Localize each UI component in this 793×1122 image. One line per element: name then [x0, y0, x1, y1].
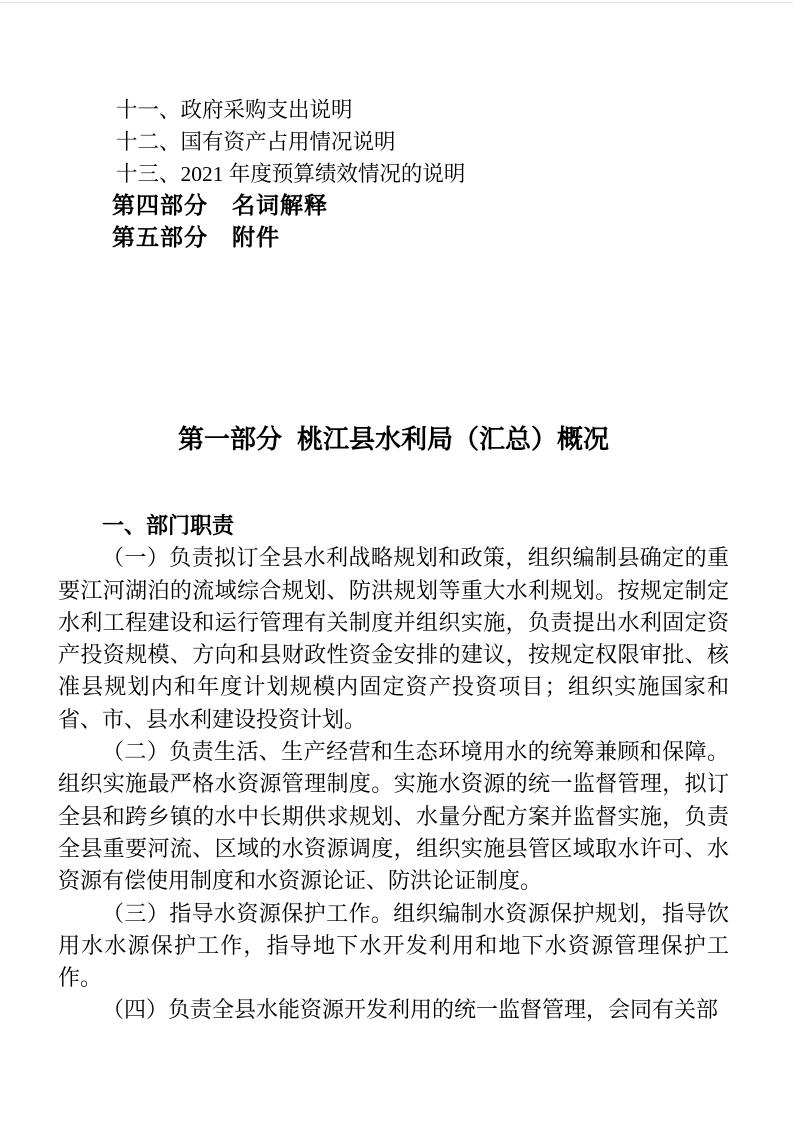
toc-item-13: 十三、2021 年度预算绩效情况的说明 — [116, 162, 466, 186]
toc-item-12: 十二、国有资产占用情况说明 — [116, 130, 396, 154]
toc-item-11: 十一、政府采购支出说明 — [116, 98, 353, 122]
duty-paragraph-4: （四）负责全县水能资源开发利用的统一监督管理，会同有关部 — [102, 997, 719, 1023]
section-heading-duties: 一、部门职责 — [102, 513, 235, 538]
toc-part-heading-5 — [58, 222, 729, 254]
page-top-edge-line — [0, 2, 793, 3]
duty-paragraph-3: （三）指导水资源保护工作。组织编制水资源保护规划，指导饮用水水源保护工作，指导地下水开发利用和地下水资源管理保护工作。 — [58, 900, 729, 991]
toc-part-heading-4 — [58, 190, 729, 222]
part-one-name: 桃江县水利局（汇总）概况 — [297, 425, 610, 454]
duty-paragraph-2: （二）负责生活、生产经营和生态环境用水的统筹兼顾和保障。组织实施最严格水资源管理制度。实施水资源的统一监督管理，拟订全县和跨乡镇的水中长期供求规划、水量分配方案并监督实施，负责全县重要河流、区域的水资源调度，组织实施县管区域取水许可、水资源有偿使用制度和水资源论证、防洪论证制度。 — [58, 739, 729, 894]
part-one-label: 第一部分 — [177, 425, 282, 454]
part-one-title — [58, 424, 729, 456]
part-heading-title: 附件 — [232, 225, 280, 250]
part-heading-title: 名词解释 — [232, 193, 328, 218]
part-heading-label: 第四部分 — [112, 193, 208, 218]
part-heading-label: 第五部分 — [112, 225, 208, 250]
duty-paragraph-1: （一）负责拟订全县水利战略规划和政策，组织编制县确定的重要江河湖泊的流域综合规划、防洪规划等重大水利规划。按规定制定水利工程建设和运行管理有关制度并组织实施，负责提出水利固定资产投资规模、方向和县财政性资金安排的建议，按规定权限审批、核准县规划内和年度计划规模内固定资产投资项目；组织实施国家和省、市、县水利建设投资计划。 — [58, 545, 729, 732]
table-of-contents — [58, 94, 729, 254]
